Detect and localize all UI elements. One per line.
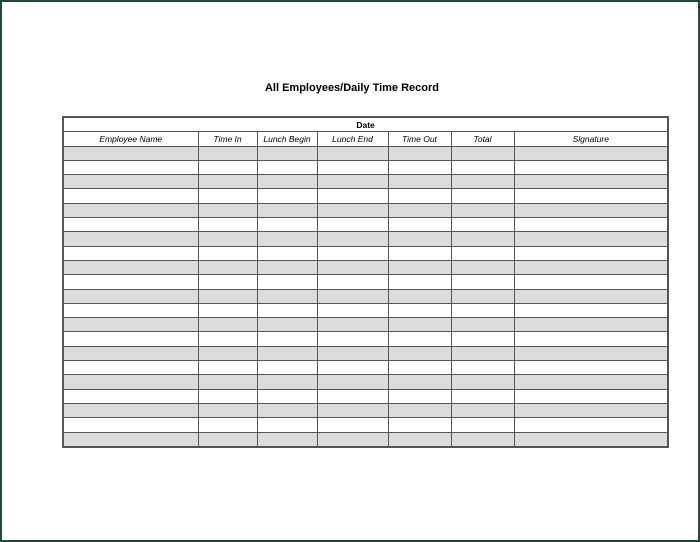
col-total: Total [451, 132, 514, 146]
col-time-in: Time In [198, 132, 257, 146]
table-row [63, 389, 668, 403]
cell-signature [514, 361, 668, 375]
cell-signature [514, 160, 668, 174]
cell-time-in [198, 160, 257, 174]
col-lunch-begin: Lunch Begin [257, 132, 317, 146]
cell-lunch-begin [257, 318, 317, 332]
cell-total [451, 375, 514, 389]
cell-total [451, 418, 514, 432]
cell-time-in [198, 418, 257, 432]
cell-lunch-end [317, 289, 388, 303]
cell-lunch-end [317, 246, 388, 260]
cell-signature [514, 146, 668, 160]
table-row [63, 318, 668, 332]
table-row [63, 175, 668, 189]
cell-time-in [198, 389, 257, 403]
cell-time-in [198, 289, 257, 303]
cell-employee-name [63, 303, 198, 317]
col-time-out: Time Out [388, 132, 451, 146]
table-row [63, 189, 668, 203]
cell-time-in [198, 432, 257, 447]
cell-time-out [388, 332, 451, 346]
cell-time-in [198, 175, 257, 189]
cell-employee-name [63, 389, 198, 403]
cell-lunch-end [317, 203, 388, 217]
column-header-row [63, 132, 668, 146]
cell-lunch-end [317, 389, 388, 403]
cell-signature [514, 303, 668, 317]
cell-lunch-end [317, 375, 388, 389]
cell-employee-name [63, 403, 198, 417]
cell-time-out [388, 389, 451, 403]
col-employee-name: Employee Name [63, 132, 198, 146]
table-body [63, 146, 668, 447]
cell-total [451, 289, 514, 303]
cell-total [451, 361, 514, 375]
cell-total [451, 246, 514, 260]
cell-lunch-end [317, 275, 388, 289]
cell-signature [514, 375, 668, 389]
cell-employee-name [63, 203, 198, 217]
cell-lunch-end [317, 146, 388, 160]
cell-lunch-end [317, 346, 388, 360]
cell-time-out [388, 289, 451, 303]
cell-signature [514, 246, 668, 260]
cell-time-out [388, 146, 451, 160]
cell-time-out [388, 403, 451, 417]
cell-lunch-begin [257, 303, 317, 317]
col-lunch-end: Lunch End [317, 132, 388, 146]
cell-signature [514, 175, 668, 189]
cell-employee-name [63, 246, 198, 260]
cell-total [451, 203, 514, 217]
cell-time-in [198, 218, 257, 232]
cell-time-in [198, 303, 257, 317]
cell-lunch-end [317, 218, 388, 232]
cell-employee-name [63, 332, 198, 346]
cell-lunch-begin [257, 175, 317, 189]
cell-employee-name [63, 346, 198, 360]
cell-lunch-begin [257, 260, 317, 274]
table-row [63, 332, 668, 346]
cell-lunch-end [317, 232, 388, 246]
date-header: Date [63, 117, 668, 132]
cell-employee-name [63, 418, 198, 432]
cell-time-in [198, 232, 257, 246]
cell-lunch-end [317, 175, 388, 189]
cell-signature [514, 203, 668, 217]
cell-lunch-end [317, 160, 388, 174]
cell-total [451, 403, 514, 417]
cell-employee-name [63, 375, 198, 389]
cell-signature [514, 189, 668, 203]
table-row [63, 346, 668, 360]
cell-lunch-begin [257, 403, 317, 417]
cell-time-in [198, 260, 257, 274]
cell-lunch-end [317, 432, 388, 447]
cell-lunch-begin [257, 375, 317, 389]
cell-lunch-begin [257, 246, 317, 260]
cell-time-in [198, 189, 257, 203]
cell-total [451, 232, 514, 246]
cell-signature [514, 275, 668, 289]
cell-signature [514, 432, 668, 447]
cell-lunch-end [317, 318, 388, 332]
cell-total [451, 189, 514, 203]
date-row [63, 117, 668, 132]
cell-signature [514, 318, 668, 332]
cell-total [451, 146, 514, 160]
cell-total [451, 175, 514, 189]
table-row [63, 260, 668, 274]
table-row [63, 361, 668, 375]
col-signature: Signature [514, 132, 668, 146]
cell-employee-name [63, 318, 198, 332]
cell-time-out [388, 275, 451, 289]
cell-time-out [388, 303, 451, 317]
cell-employee-name [63, 275, 198, 289]
cell-signature [514, 389, 668, 403]
cell-signature [514, 346, 668, 360]
table-row [63, 303, 668, 317]
cell-employee-name [63, 232, 198, 246]
cell-signature [514, 332, 668, 346]
cell-time-out [388, 260, 451, 274]
cell-time-out [388, 218, 451, 232]
cell-time-in [198, 332, 257, 346]
cell-total [451, 218, 514, 232]
table-row [63, 418, 668, 432]
cell-time-in [198, 275, 257, 289]
cell-lunch-begin [257, 203, 317, 217]
cell-time-in [198, 346, 257, 360]
table-row [63, 218, 668, 232]
cell-time-out [388, 232, 451, 246]
cell-time-in [198, 403, 257, 417]
table-row [63, 403, 668, 417]
cell-lunch-begin [257, 418, 317, 432]
cell-time-in [198, 375, 257, 389]
cell-time-out [388, 375, 451, 389]
cell-lunch-end [317, 418, 388, 432]
cell-total [451, 303, 514, 317]
cell-lunch-begin [257, 346, 317, 360]
cell-lunch-begin [257, 432, 317, 447]
cell-employee-name [63, 260, 198, 274]
cell-employee-name [63, 146, 198, 160]
cell-lunch-begin [257, 218, 317, 232]
cell-time-out [388, 318, 451, 332]
table-row [63, 432, 668, 447]
document-title: All Employees/Daily Time Record [264, 82, 440, 94]
cell-employee-name [63, 361, 198, 375]
cell-employee-name [63, 160, 198, 174]
cell-total [451, 260, 514, 274]
table-row [63, 246, 668, 260]
cell-signature [514, 232, 668, 246]
cell-signature [514, 218, 668, 232]
time-record-table [62, 116, 669, 448]
cell-lunch-begin [257, 160, 317, 174]
table-row [63, 160, 668, 174]
cell-employee-name [63, 189, 198, 203]
cell-total [451, 389, 514, 403]
cell-total [451, 275, 514, 289]
cell-lunch-end [317, 403, 388, 417]
cell-signature [514, 418, 668, 432]
cell-time-out [388, 361, 451, 375]
cell-lunch-end [317, 361, 388, 375]
cell-lunch-end [317, 303, 388, 317]
table-row [63, 375, 668, 389]
cell-employee-name [63, 432, 198, 447]
table-row [63, 289, 668, 303]
cell-total [451, 160, 514, 174]
cell-lunch-end [317, 332, 388, 346]
cell-time-in [198, 246, 257, 260]
cell-total [451, 332, 514, 346]
cell-time-in [198, 203, 257, 217]
cell-lunch-begin [257, 189, 317, 203]
cell-total [451, 346, 514, 360]
cell-time-out [388, 246, 451, 260]
cell-time-out [388, 418, 451, 432]
cell-total [451, 318, 514, 332]
cell-lunch-begin [257, 289, 317, 303]
cell-lunch-end [317, 189, 388, 203]
table-row [63, 203, 668, 217]
cell-employee-name [63, 289, 198, 303]
cell-time-out [388, 175, 451, 189]
cell-lunch-end [317, 260, 388, 274]
table-row [63, 232, 668, 246]
table-row [63, 275, 668, 289]
cell-signature [514, 260, 668, 274]
table-row [63, 146, 668, 160]
cell-time-in [198, 146, 257, 160]
cell-lunch-begin [257, 361, 317, 375]
cell-time-out [388, 203, 451, 217]
cell-lunch-begin [257, 332, 317, 346]
cell-employee-name [63, 175, 198, 189]
cell-time-out [388, 432, 451, 447]
cell-time-out [388, 189, 451, 203]
cell-time-in [198, 361, 257, 375]
cell-signature [514, 289, 668, 303]
cell-lunch-begin [257, 232, 317, 246]
cell-total [451, 432, 514, 447]
cell-employee-name [63, 218, 198, 232]
cell-lunch-begin [257, 389, 317, 403]
cell-lunch-begin [257, 146, 317, 160]
cell-signature [514, 403, 668, 417]
cell-time-out [388, 160, 451, 174]
cell-lunch-begin [257, 275, 317, 289]
cell-time-out [388, 346, 451, 360]
cell-time-in [198, 318, 257, 332]
